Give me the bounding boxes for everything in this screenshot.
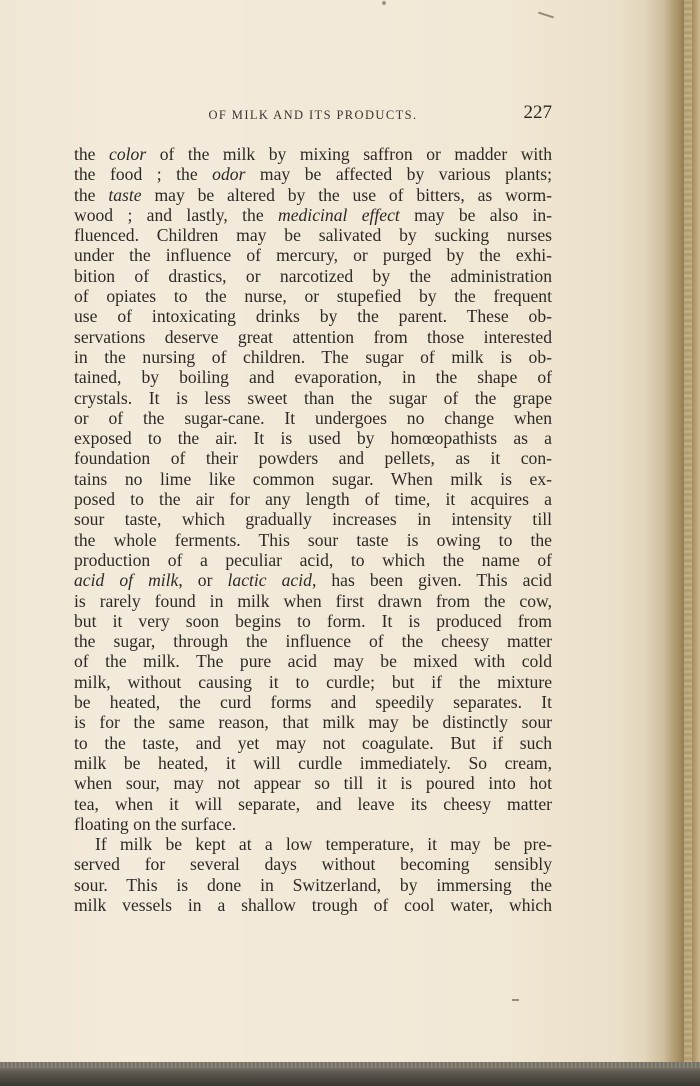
text-line (74, 895, 552, 915)
text-line (74, 367, 552, 387)
dust-speck (382, 1, 386, 5)
text-line (74, 469, 552, 489)
page-number: 227 (523, 102, 552, 123)
text-segment: foundation of their powders and pellets, as it con- (74, 448, 552, 469)
text-segment: is rarely found in milk when first drawn from the cow, (74, 590, 552, 611)
text-segment: servations deserve great attention from those interested (74, 326, 552, 347)
text-line (74, 408, 552, 428)
body-text (74, 144, 552, 915)
text-segment: or of the sugar-cane. It undergoes no change when (74, 407, 552, 428)
text-line (74, 733, 552, 753)
text-line (74, 306, 552, 326)
text-line (74, 550, 552, 570)
text-segment: milk be heated, it will curdle immediately. So cream, (74, 752, 552, 773)
text-segment: may be affected by various plants; (245, 164, 552, 185)
text-segment: of the milk. The pure acid may be mixed with cold (74, 651, 552, 672)
text-segment: If milk be kept at a low temperature, it may be pre- (95, 834, 552, 855)
text-line (74, 692, 552, 712)
text-segment: of opiates to the nurse, or stupefied by the frequent (74, 286, 552, 307)
italic-term: color (109, 144, 147, 164)
text-segment: , or (178, 570, 228, 591)
text-segment: sour. This is done in Switzerland, by immersing the (74, 874, 552, 895)
text-segment: bition of drastics, or narcotized by the administration (74, 265, 552, 286)
dust-speck (512, 999, 519, 1001)
text-line (74, 672, 552, 692)
text-line (74, 611, 552, 631)
italic-term: lactic acid (227, 570, 312, 591)
text-segment: floating on the surface. (74, 813, 237, 834)
text-line (74, 773, 552, 793)
text-segment: may be also in- (399, 204, 553, 225)
text-line (74, 854, 552, 874)
text-line (74, 530, 552, 550)
italic-term: taste (108, 184, 142, 205)
text-line (74, 651, 552, 671)
text-segment: milk vessels in a shallow trough of cool water, which (74, 894, 552, 915)
text-segment: exposed to the air. It is used by homœopathists as a (74, 428, 552, 449)
text-segment: of the milk by mixing saffron or madder with (146, 144, 552, 164)
text-line (74, 266, 552, 286)
text-line (74, 591, 552, 611)
text-segment: the (74, 184, 109, 205)
text-segment: to the taste, and yet may not coagulate. But if such (74, 732, 552, 753)
text-segment: wood ; and lastly, the (74, 204, 278, 225)
text-line (74, 205, 552, 225)
text-line (74, 834, 552, 854)
book-spine-edge (644, 0, 700, 1062)
text-segment: fluenced. Children may be salivated by sucking nurses (74, 225, 552, 246)
text-segment: but it very soon begins to form. It is produced from (74, 610, 552, 631)
text-segment: tained, by boiling and evaporation, in the shape of (74, 367, 552, 388)
text-segment: tains no lime like common sugar. When milk is ex- (74, 468, 552, 489)
text-segment: the food ; the (74, 164, 213, 185)
text-line (74, 185, 552, 205)
scan-bottom-edge (0, 1062, 700, 1086)
text-line (74, 448, 552, 468)
text-segment: crystals. It is less sweet than the sugar of the grape (74, 387, 552, 408)
italic-term: odor (212, 164, 246, 185)
text-segment: may be altered by the use of bitters, as worm- (141, 184, 552, 205)
text-segment: the (74, 144, 110, 164)
text-line (74, 327, 552, 347)
text-segment: production of a peculiar acid, to which the name of (74, 549, 552, 570)
running-head (74, 100, 552, 134)
text-segment: under the influence of mercury, or purged by the exhi- (74, 245, 552, 266)
text-segment: sour taste, which gradually increases in intensity till (74, 509, 552, 530)
text-line (74, 347, 552, 367)
text-line (74, 794, 552, 814)
text-segment: is for the same reason, that milk may be distinctly sour (74, 712, 552, 733)
text-line (74, 428, 552, 448)
text-segment: the sugar, through the influence of the cheesy matter (74, 631, 552, 652)
text-line (74, 875, 552, 895)
text-line (74, 753, 552, 773)
italic-term: acid of milk (74, 570, 179, 591)
text-line (74, 388, 552, 408)
running-title: OF MILK AND ITS PRODUCTS. (208, 108, 418, 122)
text-line (74, 814, 552, 834)
text-segment: use of intoxicating drinks by the parent. These ob- (74, 306, 552, 327)
text-line (74, 712, 552, 732)
text-segment: , has been given. This acid (311, 570, 552, 591)
text-segment: served for several days without becoming sensibly (74, 854, 552, 875)
text-line (74, 509, 552, 529)
text-segment: in the nursing of children. The sugar of milk is ob- (74, 346, 552, 367)
italic-term: medicinal effect (278, 204, 400, 225)
text-line (74, 164, 552, 184)
text-line (74, 570, 552, 590)
text-segment: the whole ferments. This sour taste is owing to the (74, 529, 552, 550)
text-line (74, 225, 552, 245)
text-segment: be heated, the curd forms and speedily separates. It (74, 692, 552, 713)
text-segment: posed to the air for any length of time, it acquires a (74, 489, 552, 510)
text-line (74, 286, 552, 306)
text-line (74, 245, 552, 265)
text-line (74, 631, 552, 651)
book-page (74, 100, 552, 915)
text-line (74, 144, 552, 164)
dust-speck (538, 12, 554, 19)
text-segment: when sour, may not appear so till it is poured into hot (74, 773, 552, 794)
text-segment: milk, without causing it to curdle; but if the mixture (74, 671, 552, 692)
text-segment: tea, when it will separate, and leave its cheesy matter (74, 793, 552, 814)
text-line (74, 489, 552, 509)
